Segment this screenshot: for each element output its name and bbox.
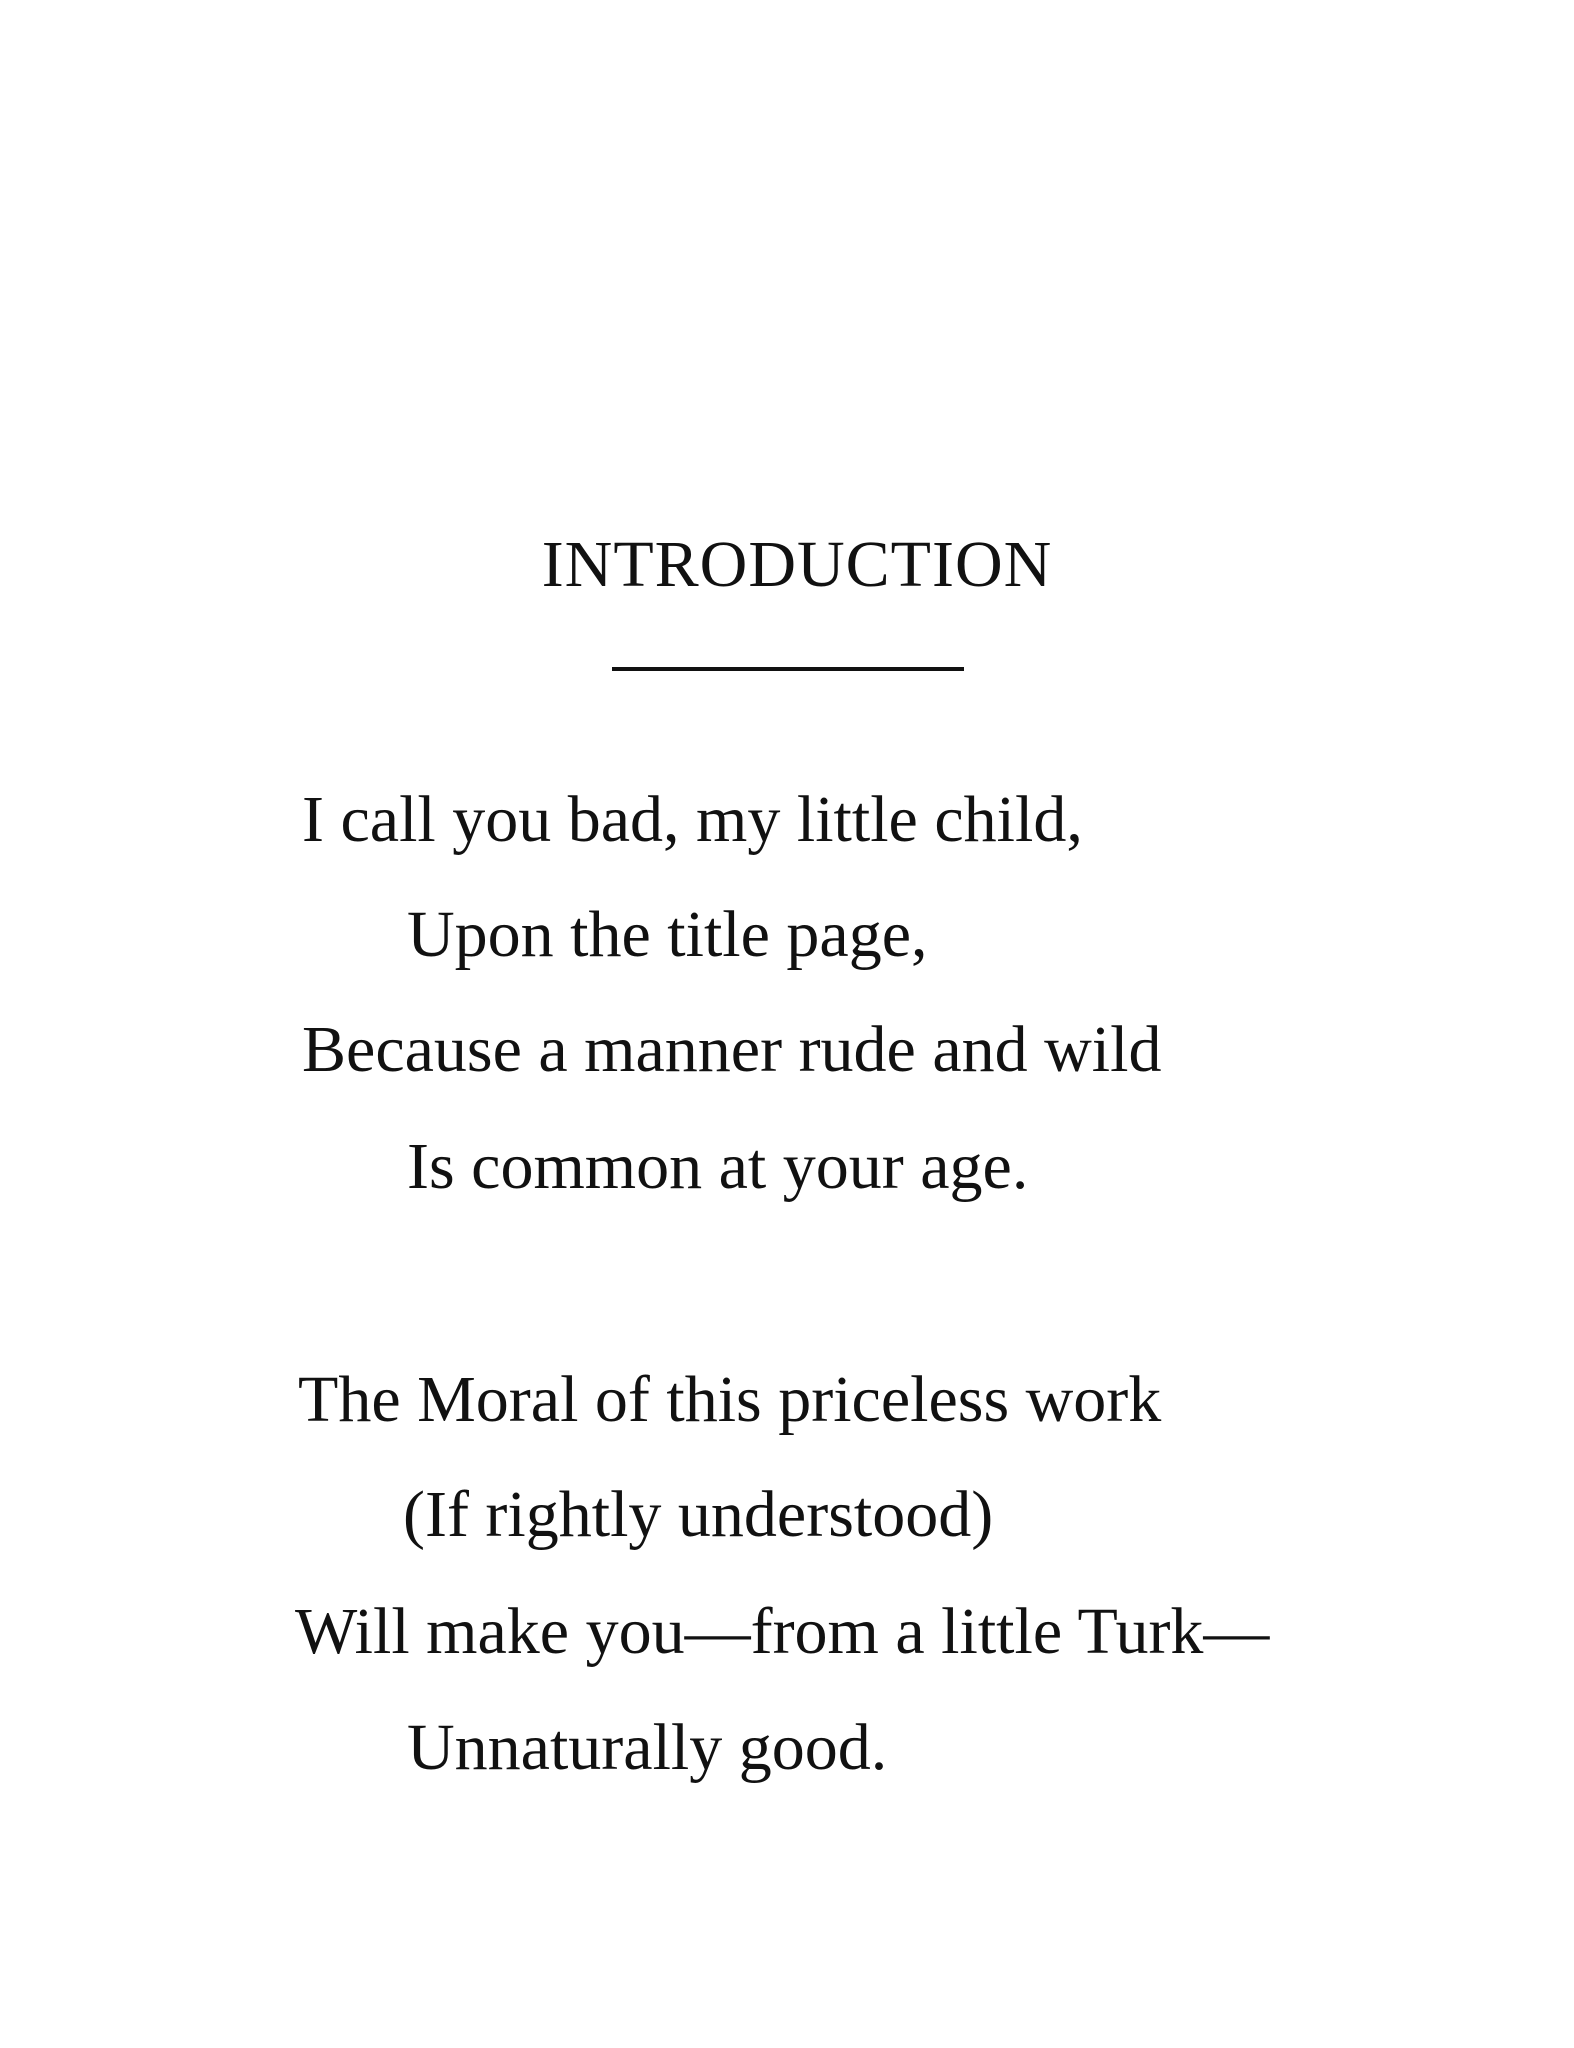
poem-line: The Moral of this priceless work [298,1363,1162,1436]
poem-line: I call you bad, my little child, [302,783,1083,856]
poem-line: Because a manner rude and wild [302,1013,1162,1086]
title-divider [612,667,964,671]
poem-line-indented: Is common at your age. [407,1130,1029,1203]
poem-line: Will make you—from a little Turk— [295,1595,1270,1668]
poem-line-indented: Upon the title page, [407,898,928,971]
poem-line-indented: (If rightly understood) [403,1478,994,1551]
poem-line-indented: Unnaturally good. [407,1711,888,1784]
page-title: INTRODUCTION [541,528,1053,601]
